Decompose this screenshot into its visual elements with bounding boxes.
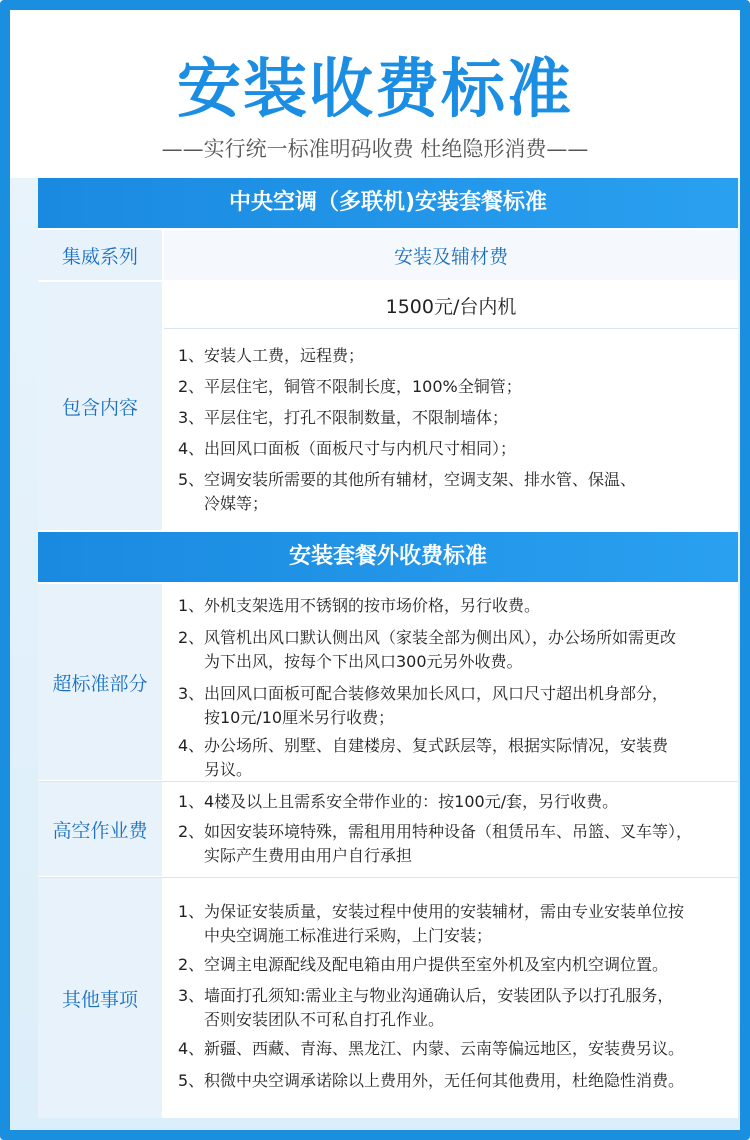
list-item: 1、外机支架选用不锈钢的按市场价格，另行收费。 [178, 596, 541, 615]
list-item: 4、办公场所、别墅、自建楼房、复式跃层等，根据实际情况，安装费 另议。 [178, 736, 669, 779]
over-standard-label: 超标准部分 [38, 584, 162, 780]
list-item: 2、风管机出风口默认侧出风（家装全部为侧出风），办公场所如需更改 为下出风，按每个下出风口300元另外收费。 [178, 628, 677, 671]
list-item: 3、出回风口面板可配合装修效果加长风口，风口尺寸超出机身部分， 按10元/10厘米另行收费； [178, 684, 669, 727]
other-matters-label: 其他事项 [38, 878, 162, 1118]
list-item: 5、积微中央空调承诺除以上费用外，无任何其他费用，杜绝隐性消费。 [178, 1071, 685, 1090]
list-item: 2、平层住宅，铜管不限制长度，100%全铜管； [178, 377, 522, 396]
list-item: 1、4楼及以上且需系安全带作业的：按100元/套，另行收费。 [178, 792, 619, 811]
price-value: 1500元/台内机 [164, 282, 738, 328]
list-item: 1、为保证安装质量，安装过程中使用的安装辅材，需由专业安装单位按 中央空调施工标准进行采购，上门安装； [178, 902, 685, 945]
section1-title-bar: 中央空调（多联机)安装套餐标准 [38, 178, 738, 228]
included-label: 包含内容 [38, 282, 162, 530]
list-item: 3、墙面打孔须知:需业主与物业沟通确认后，安装团队予以打孔服务， 否则安装团队不可私自打孔作业。 [178, 986, 674, 1029]
section2-title-bar: 安装套餐外收费标准 [38, 532, 738, 582]
high-altitude-label: 高空作业费 [38, 782, 162, 876]
list-item: 3、平层住宅，打孔不限制数量，不限制墙体； [178, 408, 509, 427]
list-item: 4、出回风口面板（面板尺寸与内机尺寸相同）； [178, 439, 517, 458]
list-item: 2、如因安装环境特殊，需租用用特种设备（租赁吊车、吊篮、叉车等）， 实际产生费用由用户自行承担 [178, 822, 693, 865]
fee-column-header: 安装及辅材费 [164, 230, 738, 280]
series-label: 集威系列 [38, 230, 162, 280]
list-item: 4、新疆、西藏、青海、黑龙江、内蒙、云南等偏远地区，安装费另议。 [178, 1039, 685, 1058]
page-title: 安装收费标准 [177, 53, 573, 127]
list-item: 1、安装人工费，远程费； [178, 346, 365, 365]
list-item: 2、空调主电源配线及配电箱由用户提供至室外机及室内机空调位置。 [178, 955, 669, 974]
list-item: 5、空调安装所需要的其他所有辅材，空调支架、排水管、保温、 冷媒等； [178, 470, 637, 513]
page-subtitle: ——实行统一标准明码收费 杜绝隐形消费—— [161, 137, 589, 161]
